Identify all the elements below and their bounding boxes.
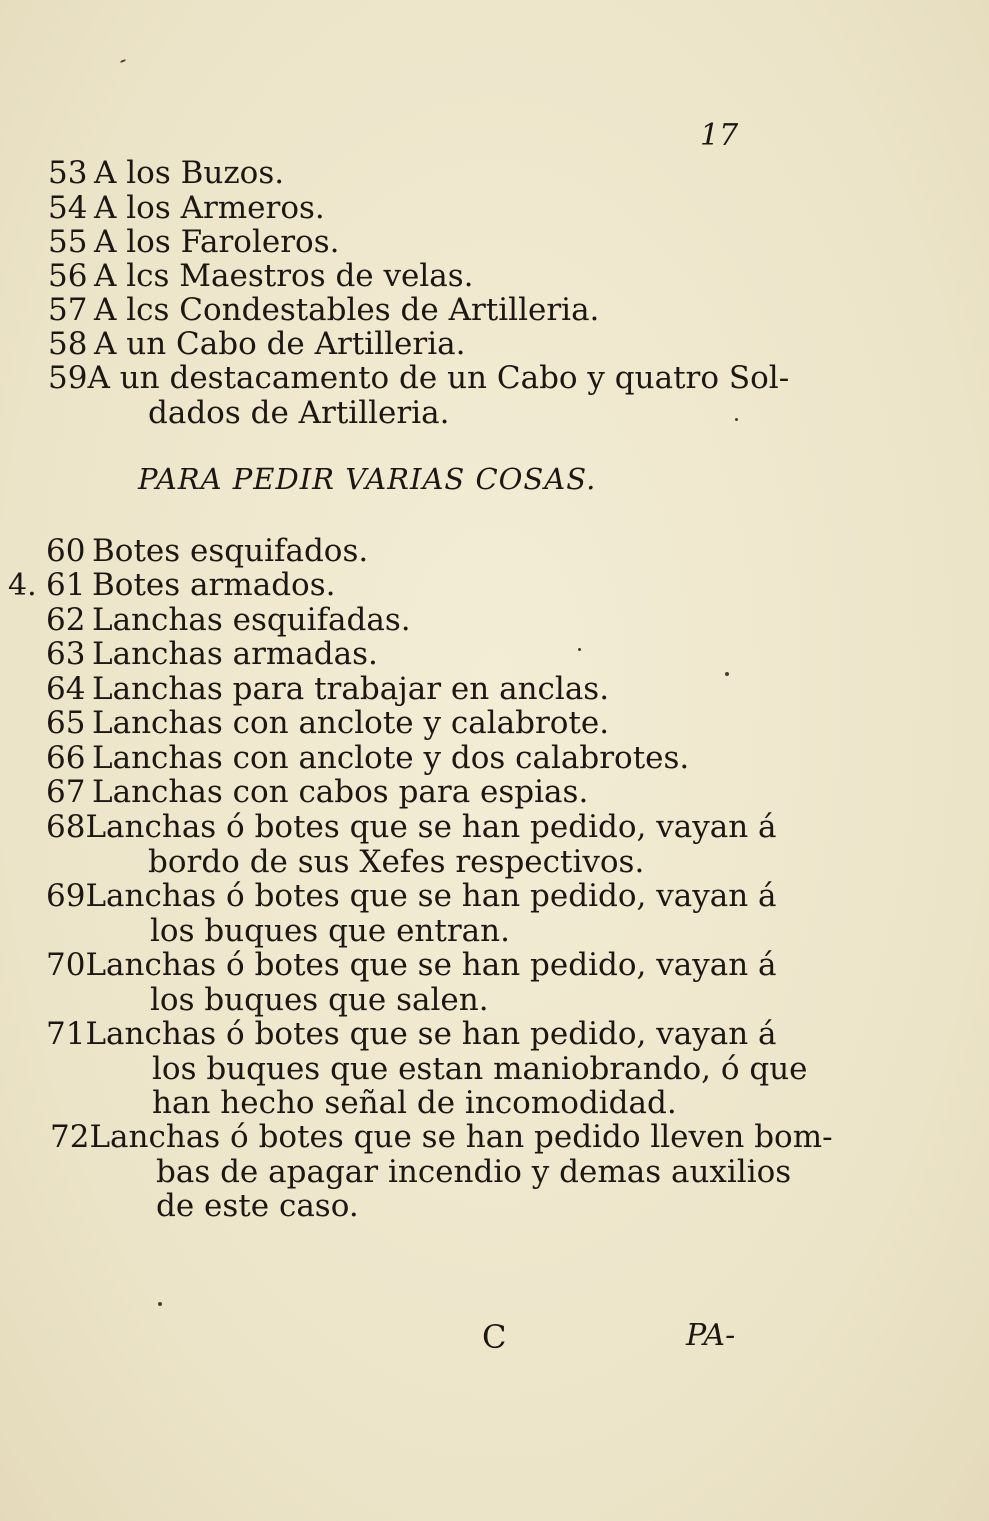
item-text: A lcs Condestables de Artilleria. — [94, 292, 600, 328]
item-text: Lanchas esquifadas. — [92, 602, 411, 638]
signature-mark: C — [482, 1318, 507, 1356]
item-text-line: Lanchas ó botes que se han pedido lleven bom- — [89, 1119, 833, 1155]
list-item — [48, 360, 790, 431]
item-text-line: los buques que salen. — [150, 981, 489, 1018]
item-text-line: Lanchas ó botes que se han pedido, vayan á — [85, 1016, 777, 1052]
list-item — [46, 947, 777, 1018]
item-text: Botes armados. — [92, 567, 336, 603]
item-number: 61 — [46, 567, 86, 603]
item-text-line: Lanchas ó botes que se han pedido, vayan á — [85, 809, 777, 845]
item-number: 53 — [48, 155, 88, 191]
item-text-line: Lanchas ó botes que se han pedido, vayan á — [85, 878, 777, 914]
list-item — [46, 741, 689, 776]
item-text-line: han hecho señal de incomodidad. — [152, 1085, 677, 1121]
item-text: Botes esquifados. — [92, 533, 369, 569]
item-text-line: Lanchas ó botes que se han pedido, vayan á — [85, 947, 777, 983]
item-number: 72 — [50, 1119, 90, 1155]
item-number: 71 — [46, 1016, 86, 1052]
item-text-line: bas de apagar incendio y demas auxilios — [156, 1153, 792, 1190]
item-number: 69 — [46, 878, 86, 914]
item-number: 67 — [46, 774, 86, 810]
list-item — [46, 878, 777, 949]
list-item — [46, 672, 609, 707]
item-number: 55 — [48, 224, 88, 260]
item-number: 59 — [48, 360, 88, 396]
list-item — [46, 603, 411, 638]
item-text: A los Faroleros. — [94, 224, 340, 260]
item-text-line: bordo de sus Xefes respectivos. — [148, 843, 645, 880]
paper-speck — [725, 672, 729, 676]
list-item — [48, 156, 284, 191]
item-number: 57 — [48, 292, 88, 328]
item-number: 65 — [46, 705, 86, 741]
item-text-line: dados de Artilleria. — [148, 394, 450, 431]
item-text: Lanchas armadas. — [92, 636, 378, 672]
item-number: 66 — [46, 740, 86, 776]
item-number: 58 — [48, 326, 88, 362]
paper-speck — [158, 1302, 162, 1306]
item-number: 68 — [46, 809, 86, 845]
item-number: 70 — [46, 947, 86, 983]
item-text: Lanchas para trabajar en anclas. — [92, 671, 610, 707]
item-number: 54 — [48, 190, 88, 226]
item-text: A los Buzos. — [94, 155, 285, 191]
list-item — [46, 534, 368, 569]
page-number: 17 — [700, 118, 739, 153]
list-item — [48, 191, 325, 226]
item-text-line: A un destacamento de un Cabo y quatro Sol- — [87, 360, 790, 396]
item-text: A un Cabo de Artilleria. — [94, 326, 466, 362]
catchword: PA- — [686, 1318, 736, 1353]
paper-speck — [120, 59, 126, 63]
item-text-line: los buques que estan maniobrando, ó que — [152, 1050, 808, 1087]
item-number: 56 — [48, 258, 88, 294]
paper-speck — [735, 418, 738, 421]
list-item — [48, 225, 339, 260]
item-text-line: los buques que entran. — [150, 912, 510, 949]
section-heading: PARA PEDIR VARIAS COSAS. — [138, 462, 597, 496]
item-number: 64 — [46, 671, 86, 707]
item-text: Lanchas con cabos para espias. — [92, 774, 589, 810]
item-number: 60 — [46, 533, 86, 569]
item-number: 62 — [46, 602, 86, 638]
list-item — [46, 809, 777, 880]
item-text: Lanchas con anclote y dos calabrotes. — [92, 740, 690, 776]
list-item — [48, 259, 474, 294]
list-item — [46, 706, 609, 741]
item-number: 63 — [46, 636, 86, 672]
list-item — [46, 568, 335, 603]
item-text-line: de este caso. — [156, 1188, 359, 1224]
paper-speck — [578, 648, 581, 651]
list-item — [50, 1119, 833, 1224]
list-item — [46, 1016, 808, 1121]
item-text: A lcs Maestros de velas. — [94, 258, 474, 294]
list-item — [48, 293, 599, 328]
list-item — [46, 775, 588, 810]
list-item — [46, 637, 378, 672]
item-text: Lanchas con anclote y calabrote. — [92, 705, 610, 741]
item-text: A los Armeros. — [94, 190, 325, 226]
list-item — [48, 327, 465, 362]
margin-note: 4. — [8, 568, 37, 603]
